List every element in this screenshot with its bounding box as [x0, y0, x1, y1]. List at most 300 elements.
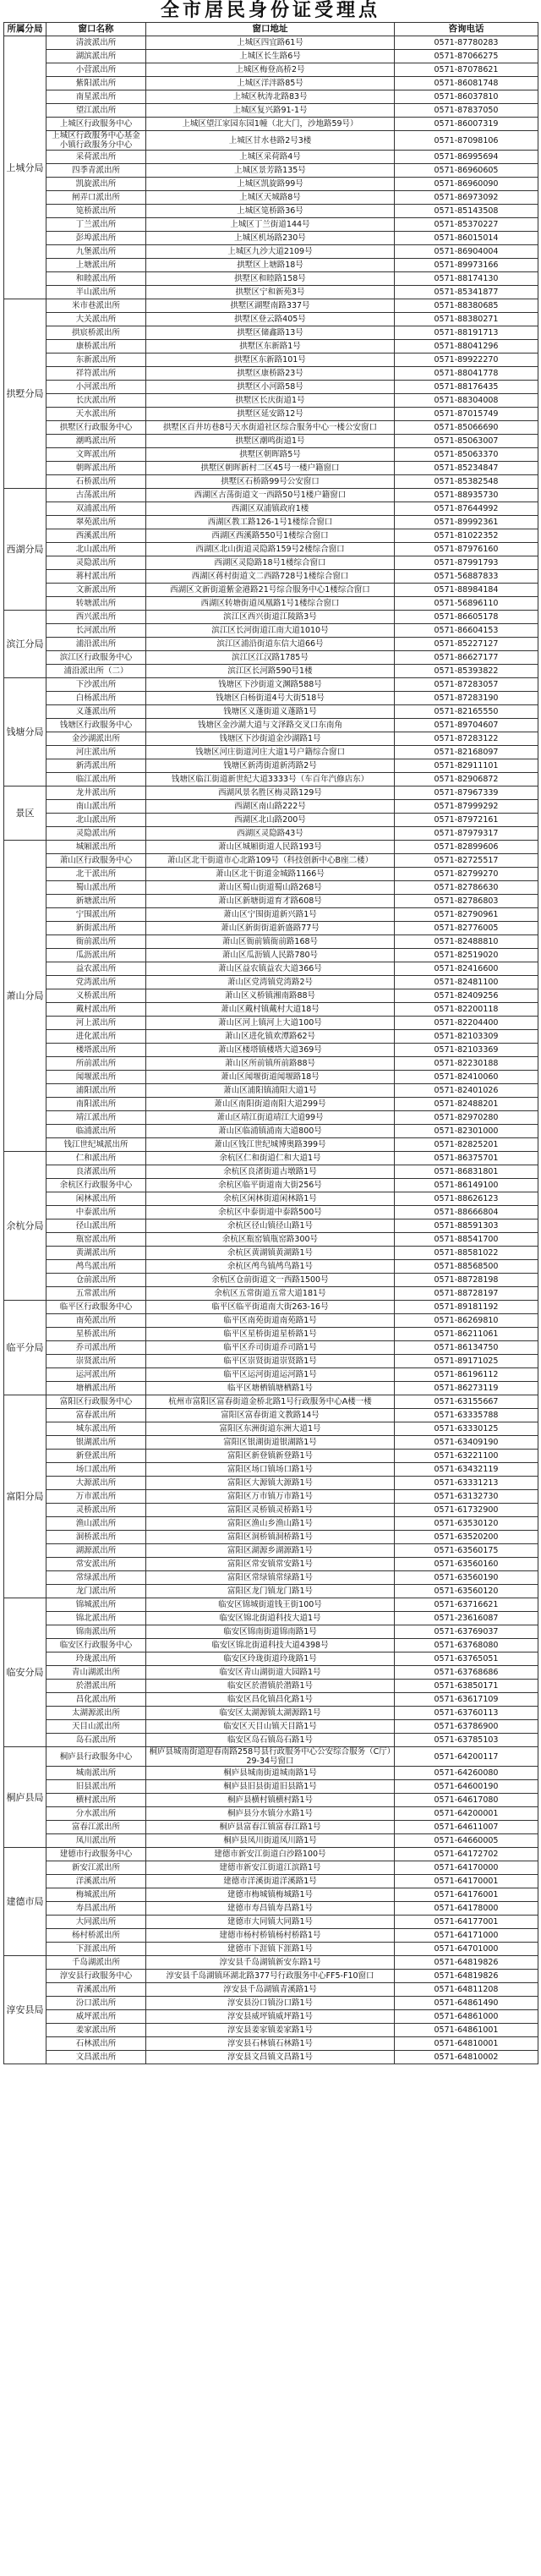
address-cell: 富阳区灵桥镇灵桥路1号 — [146, 1504, 395, 1517]
table-row — [4, 1807, 538, 1821]
phone-cell: 0571-64176001 — [395, 1888, 538, 1902]
table-row — [4, 1341, 538, 1355]
address-cell: 上城区洋泮路85号 — [146, 77, 395, 90]
office-name-cell: 新街派出所 — [46, 922, 146, 935]
table-row — [4, 489, 538, 502]
table-row — [4, 895, 538, 908]
phone-cell: 0571-86960605 — [395, 164, 538, 178]
office-name-cell: 天目山派出所 — [46, 1720, 146, 1734]
table-row — [4, 1558, 538, 1571]
address-cell: 滨江区长河街道江南大道1010号 — [146, 624, 395, 638]
address-cell: 余杭区闲林街道闲林路1号 — [146, 1192, 395, 1206]
office-name-cell: 富春江派出所 — [46, 1821, 146, 1834]
phone-cell: 0571-63520200 — [395, 1531, 538, 1544]
table-row — [4, 1517, 538, 1531]
phone-cell: 0571-82488810 — [395, 935, 538, 949]
office-name-cell: 城南派出所 — [46, 1767, 146, 1780]
office-name-cell: 四季青派出所 — [46, 164, 146, 178]
office-name-cell: 临江派出所 — [46, 773, 146, 787]
address-cell: 富阳区湖源乡湖源路1号 — [146, 1544, 395, 1558]
phone-cell: 0571-87991793 — [395, 556, 538, 570]
table-row — [4, 1382, 538, 1395]
table-row — [4, 570, 538, 584]
table-row — [4, 949, 538, 962]
table-row — [4, 1767, 538, 1780]
table-row — [4, 286, 538, 299]
phone-cell: 0571-89171025 — [395, 1355, 538, 1368]
table-row — [4, 1409, 538, 1422]
phone-cell: 0571-63716621 — [395, 1598, 538, 1612]
address-cell: 钱塘区金沙湖大道与文泽路交叉口东南角 — [146, 719, 395, 732]
office-name-cell: 义桥派出所 — [46, 989, 146, 1003]
phone-cell: 0571-63768080 — [395, 1639, 538, 1652]
address-cell: 萧山区北干街道市心北路109号（科技创新中心B座二楼） — [146, 854, 395, 868]
address-cell: 余杭区仓前街道文一西路1500号 — [146, 1274, 395, 1287]
district-cell: 淳安县局 — [4, 1956, 46, 2064]
address-cell: 临安区太湖源镇太湖源路1号 — [146, 1707, 395, 1720]
address-cell: 建德市大同镇大同路1号 — [146, 1916, 395, 1929]
office-name-cell: 南星派出所 — [46, 90, 146, 104]
address-cell: 富阳区富春街道文教路14号 — [146, 1409, 395, 1422]
address-cell: 淳安县石林镇石林路1号 — [146, 2037, 395, 2051]
office-name-cell: 新湾派出所 — [46, 759, 146, 773]
office-name-cell: 昌化派出所 — [46, 1693, 146, 1707]
table-row — [4, 1780, 538, 1794]
office-name-cell: 太湖源派出所 — [46, 1707, 146, 1720]
phone-cell: 0571-64200001 — [395, 1807, 538, 1821]
table-row — [4, 1693, 538, 1707]
address-cell: 上城区长生路6号 — [146, 50, 395, 63]
address-cell: 杭州市富阳区富春街道金桥北路1号行政服务中心A楼一楼 — [146, 1395, 395, 1409]
phone-cell: 0571-63155667 — [395, 1395, 538, 1409]
phone-cell: 0571-82103309 — [395, 1030, 538, 1044]
address-cell: 建德市新安江街道江滨路1号 — [146, 1861, 395, 1875]
phone-cell: 0571-87780283 — [395, 36, 538, 50]
address-cell: 桐庐县分水镇分水路1号 — [146, 1807, 395, 1821]
table-row — [4, 678, 538, 692]
office-name-cell: 於潜派出所 — [46, 1680, 146, 1693]
address-cell: 拱墅区朝晖路5号 — [146, 448, 395, 462]
address-cell: 拱墅区小河路58号 — [146, 381, 395, 394]
address-cell: 上城区天城路8号 — [146, 191, 395, 205]
office-name-cell: 岛石派出所 — [46, 1734, 146, 1747]
table-row — [4, 1287, 538, 1301]
phone-cell: 0571-64177001 — [395, 1916, 538, 1929]
office-name-cell: 新安江派出所 — [46, 1861, 146, 1875]
address-cell: 拱墅区储鑫路13号 — [146, 326, 395, 340]
office-name-cell: 下沙派出所 — [46, 678, 146, 692]
table-row — [4, 1355, 538, 1368]
phone-cell: 0571-87837050 — [395, 104, 538, 118]
table-row — [4, 705, 538, 719]
office-name-cell: 银湖派出所 — [46, 1436, 146, 1450]
address-cell: 拱墅区长庆街道1号 — [146, 394, 395, 408]
office-name-cell: 萧山区行政服务中心 — [46, 854, 146, 868]
office-name-cell: 瓶窑派出所 — [46, 1233, 146, 1247]
table-row — [4, 1111, 538, 1125]
table-row — [4, 1084, 538, 1098]
table-row — [4, 908, 538, 922]
office-name-cell: 新登派出所 — [46, 1450, 146, 1463]
table-row — [4, 245, 538, 259]
table-row — [4, 1585, 538, 1598]
phone-cell: 0571-89922270 — [395, 354, 538, 367]
table-row — [4, 692, 538, 705]
address-cell: 上城区望江家园东园1幢（北大门，沙地路59号） — [146, 118, 395, 131]
table-row — [4, 556, 538, 570]
office-name-cell: 淳安县行政服务中心 — [46, 1970, 146, 1983]
phone-cell: 0571-82786630 — [395, 881, 538, 895]
office-name-cell: 城东派出所 — [46, 1422, 146, 1436]
table-row — [4, 2037, 538, 2051]
address-cell: 余杭区良渚街道古墩路1号 — [146, 1165, 395, 1179]
office-name-cell: 大同派出所 — [46, 1916, 146, 1929]
table-row — [4, 1861, 538, 1875]
address-cell: 拱墅区潮鸣街道1号 — [146, 435, 395, 448]
address-cell: 临平区南苑街道南苑路1号 — [146, 1314, 395, 1328]
address-cell: 建德市新安江街道白沙路100号 — [146, 1848, 395, 1861]
address-cell: 富阳区洞桥镇洞桥路1号 — [146, 1531, 395, 1544]
district-cell: 建德市局 — [4, 1848, 46, 1956]
office-name-cell: 杨村桥派出所 — [46, 1929, 146, 1943]
phone-cell: 0571-64200117 — [395, 1747, 538, 1767]
phone-cell: 0571-63769037 — [395, 1625, 538, 1639]
office-name-cell: 东新派出所 — [46, 354, 146, 367]
office-name-cell: 锦城派出所 — [46, 1598, 146, 1612]
table-row — [4, 1233, 538, 1247]
office-name-cell: 青山湖派出所 — [46, 1666, 146, 1680]
address-cell: 拱墅区朝晖新村二区45号一楼户籍窗口 — [146, 462, 395, 475]
phone-cell: 0571-82799270 — [395, 868, 538, 881]
office-name-cell: 常安派出所 — [46, 1558, 146, 1571]
phone-cell: 0571-88568500 — [395, 1260, 538, 1274]
table-row — [4, 1531, 538, 1544]
phone-cell: 0571-63760113 — [395, 1707, 538, 1720]
office-name-cell: 城厢派出所 — [46, 841, 146, 854]
table-row — [4, 827, 538, 841]
office-name-cell: 古荡派出所 — [46, 489, 146, 502]
office-name-cell: 临平区行政服务中心 — [46, 1301, 146, 1314]
address-cell: 萧山区浦阳镇浦阳大道1号 — [146, 1084, 395, 1098]
phone-cell: 0571-89992361 — [395, 516, 538, 529]
phone-cell: 0571-63560190 — [395, 1571, 538, 1585]
office-name-cell: 余杭区行政服务中心 — [46, 1179, 146, 1192]
table-row — [4, 367, 538, 381]
office-name-cell: 龙井派出所 — [46, 787, 146, 800]
district-cell: 上城分局 — [4, 36, 46, 299]
table-row — [4, 1734, 538, 1747]
office-name-cell: 浦沿派出所（二） — [46, 665, 146, 678]
table-row — [4, 1247, 538, 1260]
phone-cell: 0571-85234847 — [395, 462, 538, 475]
table-row — [4, 881, 538, 895]
phone-cell: 0571-86627177 — [395, 651, 538, 665]
address-cell: 桐庐县横村镇横村路1号 — [146, 1794, 395, 1807]
office-name-cell: 望江派出所 — [46, 104, 146, 118]
phone-cell: 0571-87283057 — [395, 678, 538, 692]
table-row — [4, 1030, 538, 1044]
address-cell: 临平区塘栖镇塘栖路1号 — [146, 1382, 395, 1395]
table-row — [4, 1165, 538, 1179]
office-name-cell: 转塘派出所 — [46, 597, 146, 611]
table-row — [4, 259, 538, 272]
phone-cell: 0571-89181192 — [395, 1301, 538, 1314]
office-name-cell: 径山派出所 — [46, 1219, 146, 1233]
office-name-cell: 渔山派出所 — [46, 1517, 146, 1531]
table-row — [4, 63, 538, 77]
phone-cell: 0571-82519020 — [395, 949, 538, 962]
table-row — [4, 868, 538, 881]
office-name-cell: 桐庐县行政服务中心 — [46, 1747, 146, 1767]
address-cell: 萧山区所前镇所前路88号 — [146, 1057, 395, 1071]
phone-cell: 0571-86211061 — [395, 1328, 538, 1341]
table-row — [4, 77, 538, 90]
district-cell: 西湖分局 — [4, 489, 46, 611]
address-cell: 西湖区转塘街道凤凰路1号1楼综合窗口 — [146, 597, 395, 611]
office-name-cell: 上塘派出所 — [46, 259, 146, 272]
table-row — [4, 1720, 538, 1734]
phone-cell: 0571-88041296 — [395, 340, 538, 354]
phone-cell: 0571-86273119 — [395, 1382, 538, 1395]
office-name-cell: 康桥派出所 — [46, 340, 146, 354]
table-row — [4, 543, 538, 556]
table-row — [4, 1450, 538, 1463]
table-row — [4, 191, 538, 205]
office-name-cell: 姜家派出所 — [46, 2024, 146, 2037]
table-row — [4, 340, 538, 354]
table-row — [4, 1571, 538, 1585]
address-cell: 萧山区党湾镇党湾路2号 — [146, 976, 395, 989]
address-cell: 淳安县汾口镇汾口路1号 — [146, 1997, 395, 2010]
address-cell: 拱墅区东新路1号 — [146, 340, 395, 354]
phone-cell: 0571-64660005 — [395, 1834, 538, 1848]
table-row — [4, 118, 538, 131]
address-cell: 临安区天目山镇天目路1号 — [146, 1720, 395, 1734]
phone-cell: 0571-87967339 — [395, 787, 538, 800]
phone-cell: 0571-63331213 — [395, 1477, 538, 1490]
office-name-cell: 塘栖派出所 — [46, 1382, 146, 1395]
phone-cell: 0571-88541700 — [395, 1233, 538, 1247]
office-name-cell: 义蓬派出所 — [46, 705, 146, 719]
phone-cell: 0571-88380685 — [395, 299, 538, 313]
address-cell: 西湖区古荡街道文一西路50号1楼户籍窗口 — [146, 489, 395, 502]
phone-cell: 0571-82200118 — [395, 1003, 538, 1017]
phone-cell: 0571-82409256 — [395, 989, 538, 1003]
office-name-cell: 万市派出所 — [46, 1490, 146, 1504]
phone-cell: 0571-88581022 — [395, 1247, 538, 1260]
table-row — [4, 854, 538, 868]
table-row — [4, 2024, 538, 2037]
address-cell: 桐庐县旧县街道旧县路1号 — [146, 1780, 395, 1794]
office-name-cell: 文昌派出所 — [46, 2051, 146, 2064]
phone-cell: 0571-86007319 — [395, 118, 538, 131]
address-cell: 上城区丁兰街道144号 — [146, 218, 395, 232]
office-name-cell: 下涯派出所 — [46, 1943, 146, 1956]
address-cell: 余杭区鸬鸟镇鸬鸟路1号 — [146, 1260, 395, 1274]
address-cell: 拱墅区湖墅南路337号 — [146, 299, 395, 313]
phone-cell: 0571-88935730 — [395, 489, 538, 502]
address-cell: 拱墅区上塘路18号 — [146, 259, 395, 272]
address-cell: 萧山区新街街道新盛路77号 — [146, 922, 395, 935]
table-row — [4, 1328, 538, 1341]
office-name-cell: 临安区行政服务中心 — [46, 1639, 146, 1652]
address-cell: 上城区采荷路4号 — [146, 151, 395, 164]
office-name-cell: 河上派出所 — [46, 1017, 146, 1030]
table-row — [4, 299, 538, 313]
table-row — [4, 408, 538, 421]
address-cell: 建德市洋溪街道洋溪路1号 — [146, 1875, 395, 1888]
office-name-cell: 笕桥派出所 — [46, 205, 146, 218]
phone-cell: 0571-63335788 — [395, 1409, 538, 1422]
office-name-cell: 富春派出所 — [46, 1409, 146, 1422]
table-row — [4, 935, 538, 949]
address-cell: 上城区笕桥路36号 — [146, 205, 395, 218]
office-name-cell: 长河派出所 — [46, 624, 146, 638]
district-cell: 萧山分局 — [4, 841, 46, 1152]
phone-cell: 0571-82825201 — [395, 1138, 538, 1152]
table-row — [4, 1983, 538, 1997]
address-cell: 桐庐县城南街道城南路1号 — [146, 1767, 395, 1780]
office-name-cell: 蒋村派出所 — [46, 570, 146, 584]
phone-cell: 0571-86149100 — [395, 1179, 538, 1192]
address-cell: 临安区锦北街道科技大道4398号 — [146, 1639, 395, 1652]
table-row — [4, 475, 538, 489]
phone-cell: 0571-86604153 — [395, 624, 538, 638]
address-cell: 西湖区灵隐路18号1楼综合窗口 — [146, 556, 395, 570]
district-cell: 景区 — [4, 787, 46, 841]
table-row — [4, 50, 538, 63]
address-cell: 萧山区戴村镇戴村大道18号 — [146, 1003, 395, 1017]
phone-cell: 0571-64178000 — [395, 1902, 538, 1916]
phone-cell: 0571-85370227 — [395, 218, 538, 232]
phone-cell: 0571-88984184 — [395, 584, 538, 597]
table-header-row — [4, 23, 538, 36]
address-cell: 萧山区南阳街道南阳大道299号 — [146, 1098, 395, 1111]
table-row — [4, 1395, 538, 1409]
address-cell: 西湖区教工路126-1号1楼综合窗口 — [146, 516, 395, 529]
address-cell: 钱塘区义蓬街道义蓬路1号 — [146, 705, 395, 719]
table-row — [4, 773, 538, 787]
office-name-cell: 场口派出所 — [46, 1463, 146, 1477]
table-row — [4, 651, 538, 665]
address-cell: 西湖区灵隐路43号 — [146, 827, 395, 841]
address-cell: 滨江区西兴街道江陵路3号 — [146, 611, 395, 624]
header-address: 窗口地址 — [146, 23, 395, 36]
office-name-cell: 横村派出所 — [46, 1794, 146, 1807]
office-name-cell: 南苑派出所 — [46, 1314, 146, 1328]
address-cell: 钱塘区河庄街道河庄大道1号户籍综合窗口 — [146, 746, 395, 759]
address-cell: 西湖区北山路200号 — [146, 814, 395, 827]
address-cell: 富阳区东洲街道东洲大道1号 — [146, 1422, 395, 1436]
address-cell: 萧山区义桥镇湘南路88号 — [146, 989, 395, 1003]
phone-cell: 0571-82725517 — [395, 854, 538, 868]
address-cell: 临安区锦城街道钱王街100号 — [146, 1598, 395, 1612]
header-phone: 咨询电话 — [395, 23, 538, 36]
table-row — [4, 1794, 538, 1807]
address-cell: 淳安县千岛湖镇环湖北路377号行政服务中心FF5-F10窗口 — [146, 1970, 395, 1983]
table-row — [4, 1625, 538, 1639]
phone-cell: 0571-86081748 — [395, 77, 538, 90]
phone-cell: 0571-85143508 — [395, 205, 538, 218]
phone-cell: 0571-64861000 — [395, 2010, 538, 2024]
phone-cell: 0571-82776005 — [395, 922, 538, 935]
office-name-cell: 建德市行政服务中心 — [46, 1848, 146, 1861]
table-row — [4, 976, 538, 989]
table-row — [4, 665, 538, 678]
address-cell: 上城区景芳路135号 — [146, 164, 395, 178]
page-title: 全市居民身份证受理点 — [160, 0, 380, 21]
office-name-cell: 天水派出所 — [46, 408, 146, 421]
phone-cell: 0571-63785103 — [395, 1734, 538, 1747]
address-cell: 萧山区河上镇河上大道100号 — [146, 1017, 395, 1030]
phone-cell: 0571-82165550 — [395, 705, 538, 719]
table-row — [4, 2010, 538, 2024]
address-cell: 富阳区大源镇大源路1号 — [146, 1477, 395, 1490]
phone-cell: 0571-88304008 — [395, 394, 538, 408]
phone-cell: 0571-64861490 — [395, 1997, 538, 2010]
phone-cell: 0571-85066690 — [395, 421, 538, 435]
address-cell: 萧山区瓜沥镇人民路780号 — [146, 949, 395, 962]
address-cell: 桐庐县城南街道迎春南路258号县行政服务中心公安综合服务（C厅）29-34号窗口 — [146, 1747, 395, 1767]
table-row — [4, 516, 538, 529]
address-cell: 上城区机场路230号 — [146, 232, 395, 245]
phone-cell: 0571-23616087 — [395, 1612, 538, 1625]
address-cell: 上城区复兴路91-1号 — [146, 104, 395, 118]
table-row — [4, 638, 538, 651]
table-row — [4, 1301, 538, 1314]
table-row — [4, 719, 538, 732]
table-row — [4, 1707, 538, 1720]
address-cell: 西湖区南山路222号 — [146, 800, 395, 814]
address-cell: 淳安县姜家镇姜家路1号 — [146, 2024, 395, 2037]
address-cell: 富阳区场口镇场口路1号 — [146, 1463, 395, 1477]
table-row — [4, 922, 538, 935]
table-row — [4, 1152, 538, 1165]
address-cell: 临平区临平街道南大街263-16号 — [146, 1301, 395, 1314]
phone-cell: 0571-82911101 — [395, 759, 538, 773]
office-name-cell: 锦北派出所 — [46, 1612, 146, 1625]
office-name-cell: 南阳派出所 — [46, 1098, 146, 1111]
table-row — [4, 1138, 538, 1152]
phone-cell: 0571-88380271 — [395, 313, 538, 326]
table-row — [4, 1071, 538, 1084]
office-name-cell: 洞桥派出所 — [46, 1531, 146, 1544]
office-name-cell: 潮鸣派出所 — [46, 435, 146, 448]
phone-cell: 0571-88728198 — [395, 1274, 538, 1287]
district-cell: 富阳分局 — [4, 1395, 46, 1598]
phone-cell: 0571-64170000 — [395, 1861, 538, 1875]
table-row — [4, 584, 538, 597]
office-name-cell: 文晖派出所 — [46, 448, 146, 462]
address-cell: 淳安县威坪镇威坪路1号 — [146, 2010, 395, 2024]
table-row — [4, 1477, 538, 1490]
office-name-cell: 米市巷派出所 — [46, 299, 146, 313]
office-name-cell: 双浦派出所 — [46, 502, 146, 516]
address-cell: 拱墅区东新路101号 — [146, 354, 395, 367]
table-row — [4, 462, 538, 475]
phone-cell: 0571-87979317 — [395, 827, 538, 841]
table-row — [4, 381, 538, 394]
office-name-cell: 洋溪派出所 — [46, 1875, 146, 1888]
office-name-cell: 黄湖派出所 — [46, 1247, 146, 1260]
table-row — [4, 1436, 538, 1450]
phone-cell: 0571-82204400 — [395, 1017, 538, 1030]
table-row — [4, 1639, 538, 1652]
address-cell: 萧山区蜀山街道蜀山路268号 — [146, 881, 395, 895]
address-cell: 建德市寿昌镇寿昌路1号 — [146, 1902, 395, 1916]
address-cell: 萧山区闻堰街道闻堰路18号 — [146, 1071, 395, 1084]
office-name-cell: 灵隐派出所 — [46, 827, 146, 841]
